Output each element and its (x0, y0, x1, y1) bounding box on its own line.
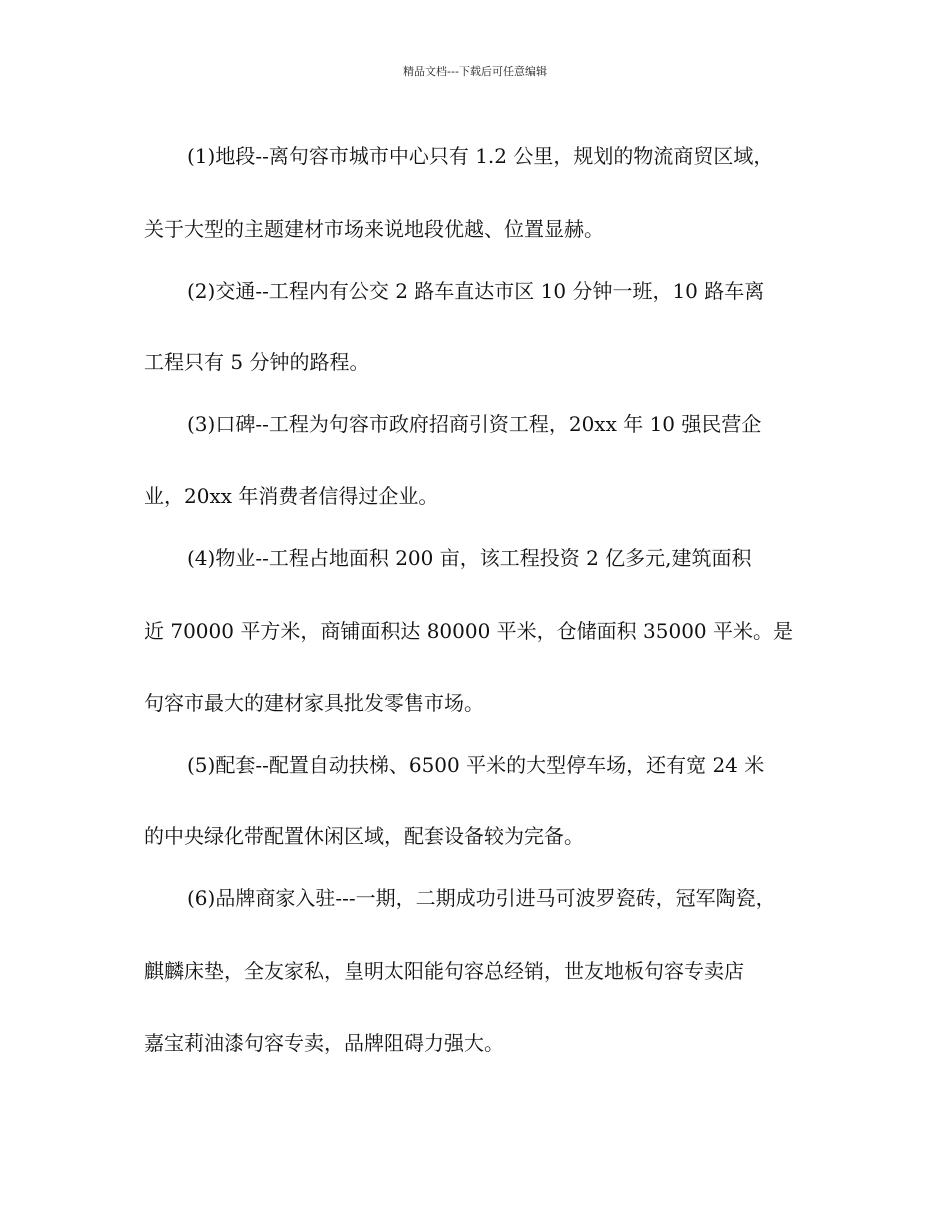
paragraph-2-line-1: (2)交通--工程内有公交 2 路车直达市区 10 分钟一班，10 路车离 (187, 279, 765, 303)
paragraph-1-line-2: 关于大型的主题建材市场来说地段优越、位置显赫。 (144, 217, 604, 241)
paragraph-4-line-1: (4)物业--工程占地面积 200 亩，该工程投资 2 亿多元,建筑面积 (187, 546, 752, 570)
paragraph-1-line-1: (1)地段--离句容市城市中心只有 1.2 公里，规划的物流商贸区域， (187, 144, 774, 168)
paragraph-3-line-2: 业，20xx 年消费者信得过企业。 (144, 484, 439, 508)
paragraph-3-line-1: (3)口碑--工程为句容市政府招商引资工程，20xx 年 10 强民营企 (187, 412, 762, 436)
paragraph-6-line-3: 嘉宝莉油漆句容专卖，品牌阻碍力强大。 (144, 1031, 504, 1055)
paragraph-6-line-2: 麒麟床垫，全友家私，皇明太阳能句容总经销，世友地板句容专卖店 (144, 959, 744, 983)
paragraph-5-line-1: (5)配套--配置自动扶梯、6500 平米的大型停车场，还有宽 24 米 (187, 753, 765, 777)
page-header: 精品文档---下载后可任意编辑 (403, 65, 547, 78)
paragraph-4-line-2: 近 70000 平方米，商铺面积达 80000 平米，仓储面积 35000 平米。是 (144, 619, 794, 643)
paragraph-6-line-1: (6)品牌商家入驻---一期，二期成功引进马可波罗瓷砖，冠军陶瓷， (187, 886, 776, 910)
paragraph-4-line-3: 句容市最大的建材家具批发零售市场。 (144, 691, 484, 715)
paragraph-5-line-2: 的中央绿化带配置休闲区域，配套设备较为完备。 (144, 824, 584, 848)
paragraph-2-line-2: 工程只有 5 分钟的路程。 (144, 350, 370, 374)
